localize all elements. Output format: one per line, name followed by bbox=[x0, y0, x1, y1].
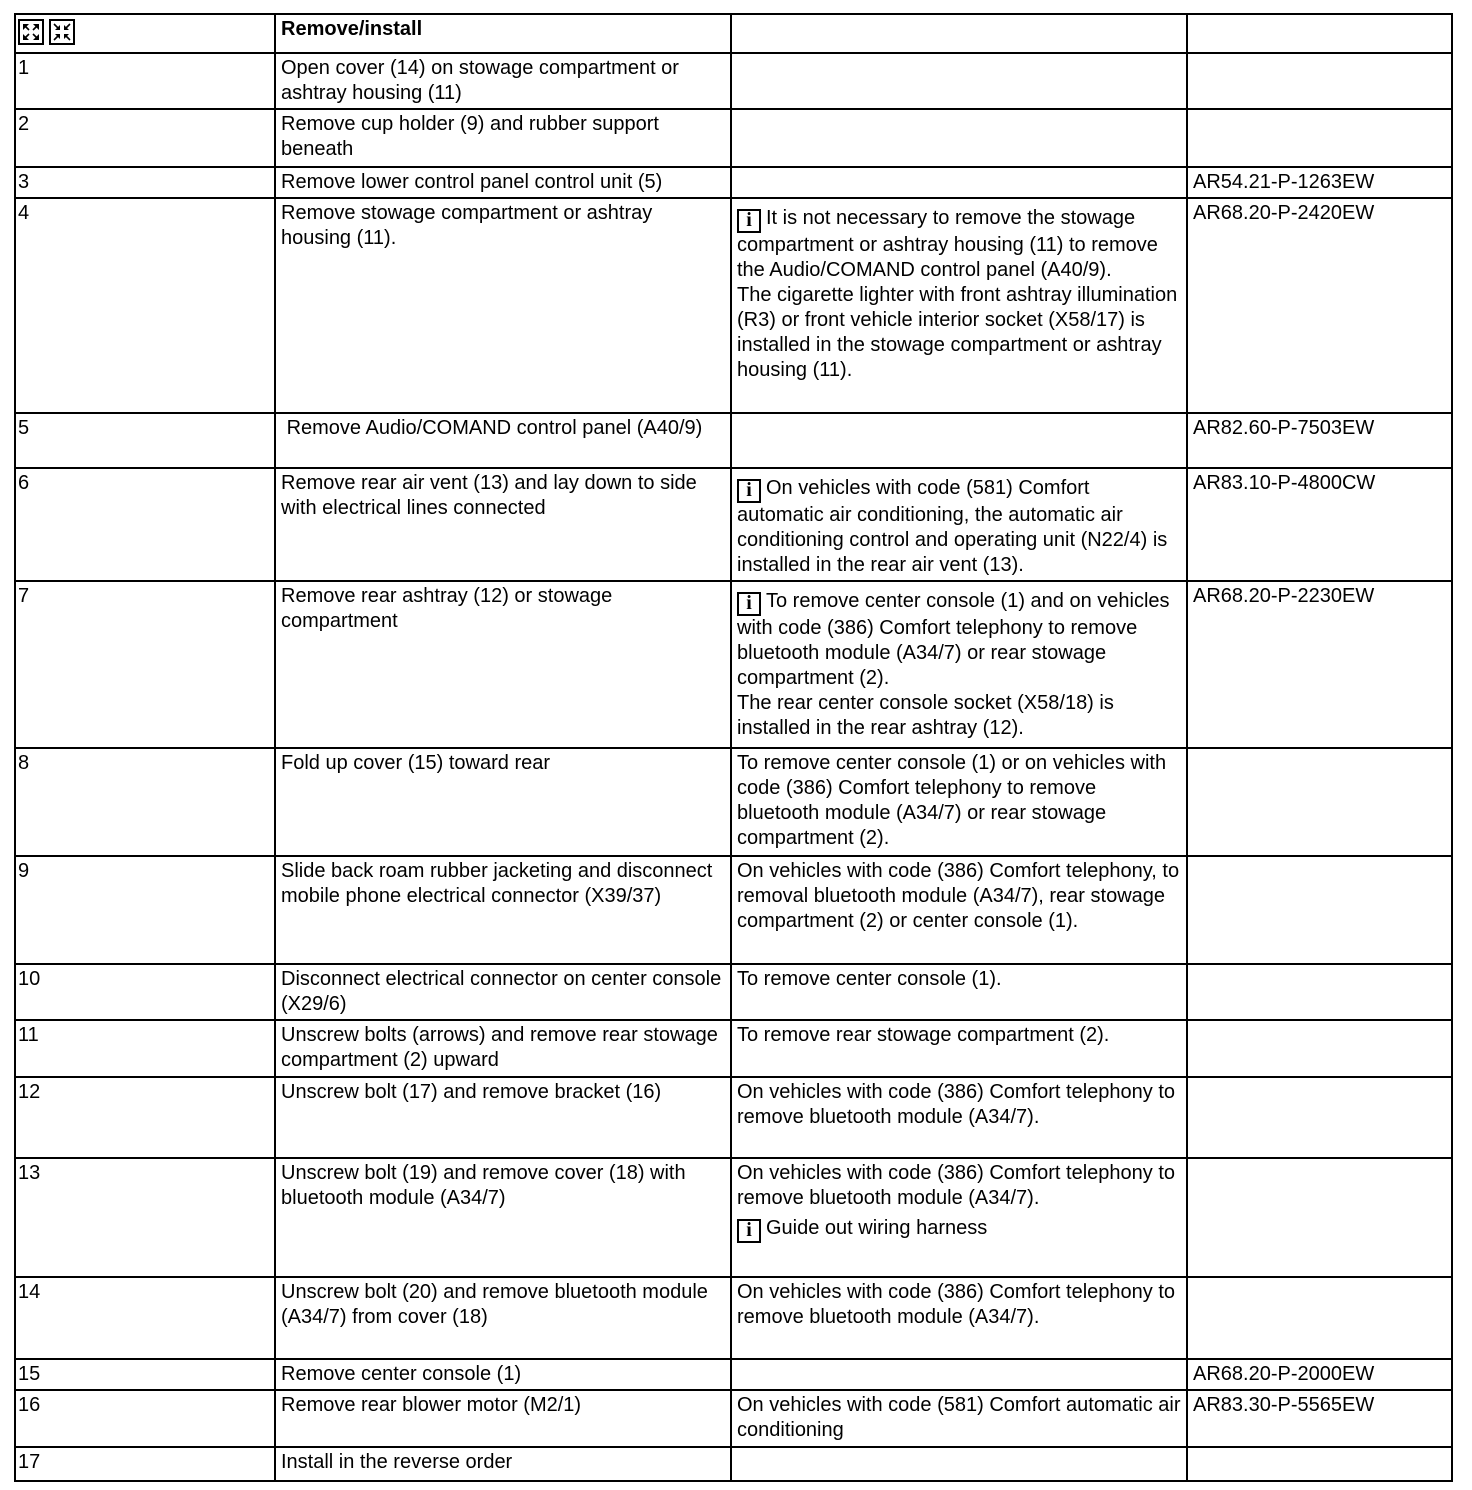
table-row bbox=[15, 198, 1452, 413]
table-row bbox=[15, 413, 1452, 468]
step-note: On vehicles with code (386) Comfort telephony, to removal bluetooth module (A34/7), rear stowage compartment (2) or center console (1). bbox=[731, 856, 1187, 964]
step-reference[interactable] bbox=[1187, 109, 1452, 167]
step-note: The cigarette lighter with front ashtray illumination (R3) or front vehicle interior socket (X58/17) is installed in the stowage compartment or ashtray housing (11). bbox=[737, 284, 1178, 381]
header-icons-cell bbox=[15, 14, 275, 53]
step-reference[interactable]: AR83.10-P-4800CW bbox=[1187, 468, 1452, 581]
step-action: Slide back roam rubber jacketing and disconnect mobile phone electrical connector (X39/37) bbox=[275, 856, 731, 964]
step-number: 4 bbox=[15, 198, 275, 413]
step-number: 2 bbox=[15, 109, 275, 167]
step-note bbox=[731, 53, 1187, 109]
step-action: Install in the reverse order bbox=[275, 1447, 731, 1481]
step-action: Open cover (14) on stowage compartment or ashtray housing (11) bbox=[275, 53, 731, 109]
step-action: Disconnect electrical connector on center console (X29/6) bbox=[275, 964, 731, 1020]
step-note: The rear center console socket (X58/18) is installed in the rear ashtray (12). bbox=[737, 692, 1114, 739]
collapse-icon[interactable] bbox=[49, 19, 75, 45]
step-number: 3 bbox=[15, 167, 275, 198]
step-action: Remove rear ashtray (12) or stowage compartment bbox=[275, 581, 731, 748]
info-text: On vehicles with code (581) Comfort automatic air conditioning, the automatic air conditioning control and operating unit (N22/4) is installed in the rear air vent (13). bbox=[737, 477, 1168, 576]
step-reference[interactable] bbox=[1187, 1277, 1452, 1359]
step-action: Remove lower control panel control unit (5) bbox=[275, 167, 731, 198]
step-action: Unscrew bolt (19) and remove cover (18) with bluetooth module (A34/7) bbox=[275, 1158, 731, 1277]
header-row bbox=[15, 14, 1452, 53]
step-number: 11 bbox=[15, 1020, 275, 1077]
info-text: To remove center console (1) and on vehicles with code (386) Comfort telephony to remove bluetooth module (A34/7) or rear stowage compartment (2). bbox=[737, 590, 1170, 689]
expand-icon[interactable] bbox=[18, 19, 44, 45]
step-note: On vehicles with code (581) Comfort automatic air conditioning bbox=[731, 1390, 1187, 1447]
step-action: Remove center console (1) bbox=[275, 1359, 731, 1390]
step-action: Remove stowage compartment or ashtray housing (11). bbox=[275, 198, 731, 413]
table-row bbox=[15, 1020, 1452, 1077]
table-row bbox=[15, 964, 1452, 1020]
header-title: Remove/install bbox=[275, 14, 731, 53]
step-note bbox=[731, 109, 1187, 167]
step-reference[interactable] bbox=[1187, 53, 1452, 109]
step-number: 14 bbox=[15, 1277, 275, 1359]
step-reference[interactable] bbox=[1187, 1077, 1452, 1158]
step-note-cell bbox=[731, 581, 1187, 748]
table-row bbox=[15, 468, 1452, 581]
info-icon: i bbox=[737, 479, 761, 503]
header-ref-cell bbox=[1187, 14, 1452, 53]
table-row bbox=[15, 109, 1452, 167]
step-note bbox=[731, 413, 1187, 468]
step-number: 6 bbox=[15, 468, 275, 581]
step-note: To remove rear stowage compartment (2). bbox=[731, 1020, 1187, 1077]
step-action: Unscrew bolt (20) and remove bluetooth module (A34/7) from cover (18) bbox=[275, 1277, 731, 1359]
header-note-cell bbox=[731, 14, 1187, 53]
table-row bbox=[15, 1390, 1452, 1447]
step-number: 8 bbox=[15, 748, 275, 856]
step-number: 16 bbox=[15, 1390, 275, 1447]
step-action: Remove Audio/COMAND control panel (A40/9) bbox=[275, 413, 731, 468]
step-note bbox=[731, 1359, 1187, 1390]
step-number: 13 bbox=[15, 1158, 275, 1277]
table-row bbox=[15, 581, 1452, 748]
step-number: 12 bbox=[15, 1077, 275, 1158]
step-reference[interactable] bbox=[1187, 964, 1452, 1020]
step-action: Remove rear air vent (13) and lay down to side with electrical lines connected bbox=[275, 468, 731, 581]
step-number: 5 bbox=[15, 413, 275, 468]
step-note: To remove center console (1) or on vehicles with code (386) Comfort telephony to remove bluetooth module (A34/7) or rear stowage compartment (2). bbox=[731, 748, 1187, 856]
step-number: 15 bbox=[15, 1359, 275, 1390]
step-number: 7 bbox=[15, 581, 275, 748]
info-icon: i bbox=[737, 209, 761, 233]
step-action: Remove rear blower motor (M2/1) bbox=[275, 1390, 731, 1447]
step-note bbox=[731, 167, 1187, 198]
step-note: On vehicles with code (386) Comfort telephony to remove bluetooth module (A34/7). bbox=[737, 1162, 1175, 1209]
step-reference[interactable] bbox=[1187, 1020, 1452, 1077]
step-number: 10 bbox=[15, 964, 275, 1020]
step-reference[interactable] bbox=[1187, 1447, 1452, 1481]
info-text: It is not necessary to remove the stowage compartment or ashtray housing (11) to remove the Audio/COMAND control panel (A40/9). bbox=[737, 207, 1158, 281]
step-number: 1 bbox=[15, 53, 275, 109]
step-action: Fold up cover (15) toward rear bbox=[275, 748, 731, 856]
step-note: On vehicles with code (386) Comfort telephony to remove bluetooth module (A34/7). bbox=[731, 1077, 1187, 1158]
step-action: Unscrew bolt (17) and remove bracket (16) bbox=[275, 1077, 731, 1158]
table-row bbox=[15, 1447, 1452, 1481]
step-note-cell bbox=[731, 468, 1187, 581]
info-icon: i bbox=[737, 592, 761, 616]
step-note: On vehicles with code (386) Comfort telephony to remove bluetooth module (A34/7). bbox=[731, 1277, 1187, 1359]
table-row bbox=[15, 1077, 1452, 1158]
step-note-cell bbox=[731, 198, 1187, 413]
table-row bbox=[15, 748, 1452, 856]
step-reference[interactable] bbox=[1187, 748, 1452, 856]
step-reference[interactable]: AR68.20-P-2000EW bbox=[1187, 1359, 1452, 1390]
step-note: To remove center console (1). bbox=[731, 964, 1187, 1020]
table-row bbox=[15, 53, 1452, 109]
step-note-cell bbox=[731, 1158, 1187, 1277]
table-row bbox=[15, 856, 1452, 964]
step-number: 17 bbox=[15, 1447, 275, 1481]
info-text: Guide out wiring harness bbox=[766, 1217, 988, 1239]
step-reference[interactable]: AR83.30-P-5565EW bbox=[1187, 1390, 1452, 1447]
step-action: Unscrew bolts (arrows) and remove rear stowage compartment (2) upward bbox=[275, 1020, 731, 1077]
step-action: Remove cup holder (9) and rubber support beneath bbox=[275, 109, 731, 167]
step-note bbox=[731, 1447, 1187, 1481]
step-reference[interactable]: AR68.20-P-2230EW bbox=[1187, 581, 1452, 748]
step-reference[interactable]: AR82.60-P-7503EW bbox=[1187, 413, 1452, 468]
table-row bbox=[15, 1158, 1452, 1277]
step-reference[interactable]: AR68.20-P-2420EW bbox=[1187, 198, 1452, 413]
procedure-table bbox=[14, 13, 1453, 1482]
table-row bbox=[15, 167, 1452, 198]
step-number: 9 bbox=[15, 856, 275, 964]
step-reference[interactable] bbox=[1187, 1158, 1452, 1277]
step-reference[interactable]: AR54.21-P-1263EW bbox=[1187, 167, 1452, 198]
table-row bbox=[15, 1277, 1452, 1359]
step-reference[interactable] bbox=[1187, 856, 1452, 964]
info-icon: i bbox=[737, 1219, 761, 1243]
table-row bbox=[15, 1359, 1452, 1390]
